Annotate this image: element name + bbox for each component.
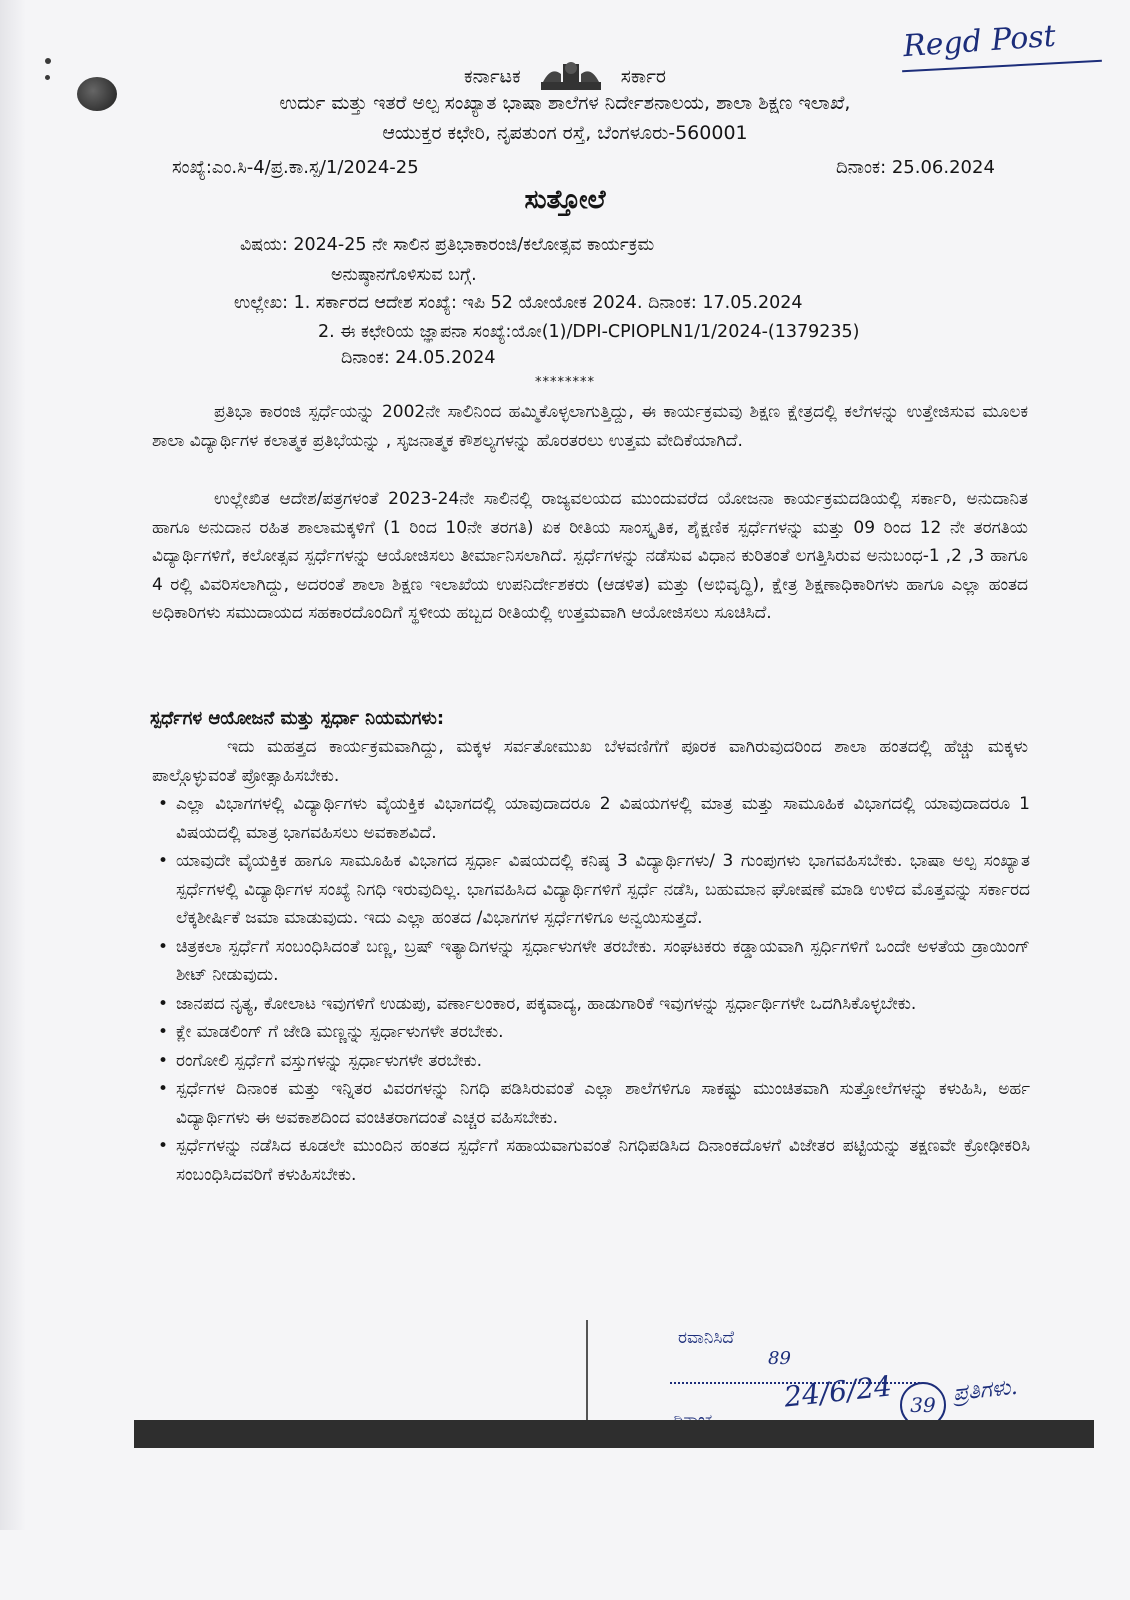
office-address: ಆಯುಕ್ತರ ಕಛೇರಿ, ನೃಪತುಂಗ ರಸ್ತೆ, ಬೆಂಗಳೂರು-560001 — [382, 122, 748, 144]
rules-heading: ಸ್ಪರ್ಧೆಗಳ ಆಯೋಜನೆ ಮತ್ತು ಸ್ಪರ್ಧಾ ನಿಯಮಗಳು: — [150, 708, 445, 729]
rule-item: • ಯಾವುದೇ ವೈಯಕ್ತಿಕ ಹಾಗೂ ಸಾಮೂಹಿಕ ವಿಭಾಗದ ಸ್ಪರ್ಧಾ ವಿಷಯದಲ್ಲಿ ಕನಿಷ್ಠ 3 ವಿದ್ಯಾರ್ಥಿಗಳು/ 3 ಗುಂಪುಗಳು ಭಾಗವಹಿಸಬೇಕು. ಭಾಷಾ ಅಲ್ಪ ಸಂಖ್ಯಾತ ಸ್ಪರ್ಧೆಗಳಲ್ಲಿ ವಿದ್ಯಾರ್ಥಿಗಳ ಸಂಖ್ಯೆ ನಿಗಧಿ ಇರುವುದಿಲ್ಲ. ಭಾಗವಹಿಸಿದ ವಿದ್ಯಾರ್ಥಿಗಳಿಗೆ ಸ್ಪರ್ಧೆ ನಡೆಸಿ, ಬಹುಮಾನ ಘೋಷಣೆ ಮಾಡಿ ಉಳಿದ ಮೊತ್ತವನ್ನು ಸರ್ಕಾರದ ಲೆಕ್ಕಶೀರ್ಷಿಕೆ ಜಮಾ ಮಾಡುವುದು. ಇದು ಎಲ್ಲಾ ಹಂತದ /ವಿಭಾಗಗಳ ಸ್ಪರ್ಧೆಗಳಿಗೂ ಅನ್ವಯಿಸುತ್ತದೆ. — [158, 847, 1030, 933]
separator: ******** — [535, 375, 595, 390]
rule-item: • ಸ್ಪರ್ಧೆಗಳ ದಿನಾಂಕ ಮತ್ತು ಇನ್ನಿತರ ವಿವರಗಳನ್ನು ನಿಗಧಿ ಪಡಿಸಿರುವಂತೆ ಎಲ್ಲಾ ಶಾಲೆಗಳಿಗೂ ಸಾಕಷ್ಟು ಮುಂಚಿತವಾಗಿ ಸುತ್ತೋಲೆಗಳನ್ನು ಕಳುಹಿಸಿ, ಅರ್ಹ ವಿದ್ಯಾರ್ಥಿಗಳು ಈ ಅವಕಾಶದಿಂದ ವಂಚಿತರಾಗದಂತೆ ಎಚ್ಚರ ವಹಿಸಬೇಕು. — [158, 1075, 1030, 1132]
directorate-name: ಉರ್ದು ಮತ್ತು ಇತರೆ ಅಲ್ಪ ಸಂಖ್ಯಾತ ಭಾಷಾ ಶಾಲೆಗಳ ನಿರ್ದೇಶನಾಲಯ, ಶಾಲಾ ಶಿಕ್ಷಣ ಇಲಾಖೆ, — [279, 92, 851, 114]
paragraph-importance: ಇದು ಮಹತ್ತದ ಕಾರ್ಯಕ್ರಮವಾಗಿದ್ದು, ಮಕ್ಕಳ ಸರ್ವತೋಮುಖ ಬೆಳವಣಿಗೆಗೆ ಪೂರಕ ವಾಗಿರುವುದರಿಂದ ಶಾಲಾ ಹಂತದಲ್ಲಿ ಹೆಚ್ಚು ಮಕ್ಕಳು ಪಾಲ್ಗೊಳ್ಳುವಂತೆ ಪ್ರೋತ್ಸಾಹಿಸಬೇಕು. — [152, 737, 1028, 786]
scan-edge — [0, 0, 26, 1530]
gov-right-text: ಸರ್ಕಾರ — [620, 65, 666, 88]
subject-line-2: ಅನುಷ್ಠಾನಗೊಳಿಸುವ ಬಗ್ಗೆ. — [331, 265, 477, 285]
rule-item: • ರಂಗೋಲಿ ಸ್ಪರ್ಧೆಗೆ ವಸ್ತುಗಳನ್ನು ಸ್ಪರ್ಧಾಳುಗಳೇ ತರಬೇಕು. — [158, 1047, 1030, 1076]
reference-line-2: 2. ಈ ಕಛೇರಿಯ ಜ್ಞಾಪನಾ ಸಂಖ್ಯೆ:ಯೋ(1)/DPI-CPIOPLN1/1/2024-(1379235) — [318, 322, 860, 342]
stamp-dotted-line — [670, 1382, 920, 1384]
rule-item: • ಎಲ್ಲಾ ವಿಭಾಗಗಳಲ್ಲಿ ವಿದ್ಯಾರ್ಥಿಗಳು ವೈಯಕ್ತಿಕ ವಿಭಾಗದಲ್ಲಿ ಯಾವುದಾದರೂ 2 ವಿಷಯಗಳಲ್ಲಿ ಮಾತ್ರ ಮತ್ತು ಸಾಮೂಹಿಕ ವಿಭಾಗದಲ್ಲಿ ಯಾವುದಾದರೂ 1 ವಿಷಯದಲ್ಲಿ ಮಾತ್ರ ಭಾಗವಹಿಸಲು ಅವಕಾಶವಿದೆ. — [158, 790, 1030, 847]
reference-line-1: ಉಲ್ಲೇಖ: 1. ಸರ್ಕಾರದ ಆದೇಶ ಸಂಖ್ಯೆ: ಇಪಿ 52 ಯೋಯೋಕ 2024. ದಿನಾಂಕ: 17.05.2024 — [234, 293, 803, 313]
handwritten-date: 24/6/24 — [782, 1369, 894, 1414]
copies-label: ಪ್ರತಿಗಳು. — [951, 1374, 1019, 1407]
gov-left-text: ಕರ್ನಾಟಕ — [464, 65, 521, 88]
paragraph-intro: ಪ್ರತಿಭಾ ಕಾರಂಜಿ ಸ್ಪರ್ಧೆಯನ್ನು 2002ನೇ ಸಾಲಿನಿಂದ ಹಮ್ಮಿಕೊಳ್ಳಲಾಗುತ್ತಿದ್ದು, ಈ ಕಾರ್ಯಕ್ರಮವು ಶಿಕ್ಷಣ ಕ್ಷೇತ್ರದಲ್ಲಿ ಕಲೆಗಳನ್ನು ಉತ್ತೇಜಿಸುವ ಮೂಲಕ ಶಾಲಾ ವಿದ್ಯಾರ್ಥಿಗಳ ಕಲಾತ್ಮಕ ಪ್ರತಿಭೆಯನ್ನು , ಸೃಜನಾತ್ಮಕ ಕೌಶಲ್ಯಗಳನ್ನು ಹೊರತರಲು ಉತ್ತಮ ವೇದಿಕೆಯಾಗಿದೆ. — [152, 402, 1028, 451]
regd-post-annotation: Regd Post — [901, 18, 1057, 65]
paragraph-instructions: ಉಲ್ಲೇಖಿತ ಆದೇಶ/ಪತ್ರಗಳಂತೆ 2023-24ನೇ ಸಾಲಿನಲ್ಲಿ ರಾಜ್ಯವಲಯದ ಮುಂದುವರೆದ ಯೋಜನಾ ಕಾರ್ಯಕ್ರಮದಡಿಯಲ್ಲಿ ಸರ್ಕಾರಿ, ಅನುದಾನಿತ ಹಾಗೂ ಅನುದಾನ ರಹಿತ ಶಾಲಾಮಕ್ಕಳಿಗೆ (1 ರಿಂದ 10ನೇ ತರಗತಿ) ಏಕ ರೀತಿಯ ಸಾಂಸ್ಕೃತಿಕ, ಶೈಕ್ಷಣಿಕ ಸ್ಪರ್ಧೆಗಳನ್ನು ಮತ್ತು 09 ರಿಂದ 12 ನೇ ತರಗತಿಯ ವಿದ್ಯಾರ್ಥಿಗಳಿಗೆ, ಕಲೋತ್ಸವ ಸ್ಪರ್ಧೆಗಳನ್ನು ಆಯೋಜಿಸಲು ತೀರ್ಮಾನಿಸಲಾಗಿದೆ. ಸ್ಪರ್ಧೆಗಳನ್ನು ನಡೆಸುವ ವಿಧಾನ ಕುರಿತಂತೆ ಲಗತ್ತಿಸಿರುವ ಅನುಬಂಧ-1 ,2 ,3 ಹಾಗೂ 4 ರಲ್ಲಿ ವಿವರಿಸಲಾಗಿದ್ದು, ಅದರಂತೆ ಶಾಲಾ ಶಿಕ್ಷಣ ಇಲಾಖೆಯ ಉಪನಿರ್ದೇಶಕರು (ಆಡಳಿತ) ಮತ್ತು (ಅಭಿವೃದ್ಧಿ), ಕ್ಷೇತ್ರ ಶಿಕ್ಷಣಾಧಿಕಾರಿಗಳು ಹಾಗೂ ಎಲ್ಲಾ ಹಂತದ ಅಧಿಕಾರಿಗಳು ಸಮುದಾಯದ ಸಹಕಾರದೊಂದಿಗೆ ಸ್ಥಳೀಯ ಹಬ್ಬದ ರೀತಿಯಲ್ಲಿ ಉತ್ತಮವಾಗಿ ಆಯೋಜಿಸಲು ಸೂಚಿಸಿದೆ. — [152, 489, 1028, 623]
rule-item: • ಕ್ಲೇ ಮಾಡಲಿಂಗ್ ಗೆ ಜೇಡಿ ಮಣ್ಣನ್ನು ಸ್ಪರ್ಧಾಳುಗಳೇ ತರಬೇಕು. — [158, 1018, 1030, 1047]
copies-count: 39 — [900, 1382, 946, 1428]
document-date: ದಿನಾಂಕ: 25.06.2024 — [836, 157, 995, 178]
rule-item: • ಸ್ಪರ್ಧೆಗಳನ್ನು ನಡೆಸಿದ ಕೂಡಲೇ ಮುಂದಿನ ಹಂತದ ಸ್ಪರ್ಧೆಗೆ ಸಹಾಯವಾಗುವಂತೆ ನಿಗಧಿಪಡಿಸಿದ ದಿನಾಂಕದೊಳಗೆ ವಿಜೇತರ ಪಟ್ಟಿಯನ್ನು ತಕ್ಷಣವೇ ಕ್ರೋಢೀಕರಿಸಿ ಸಂಬಂಧಿಸಿದವರಿಗೆ ಕಳುಹಿಸಬೇಕು. — [158, 1132, 1030, 1189]
rule-item: • ಜಾನಪದ ನೃತ್ಯ, ಕೋಲಾಟ ಇವುಗಳಿಗೆ ಉಡುಪು, ವರ್ಣಾಲಂಕಾರ, ಪಕ್ಕವಾದ್ಯ, ಹಾಡುಗಾರಿಕೆ ಇವುಗಳನ್ನು ಸ್ಪರ್ಧಾರ್ಥಿಗಳೇ ಒದಗಿಸಿಕೊಳ್ಳಬೇಕು. — [158, 990, 1030, 1019]
subject-line-1: ವಿಷಯ: 2024-25 ನೇ ಸಾಲಿನ ಪ್ರತಿಭಾಕಾರಂಜಿ/ಕಲೋತ್ಸವ ಕಾರ್ಯಕ್ರಮ — [240, 235, 655, 255]
rule-item: • ಚಿತ್ರಕಲಾ ಸ್ಪರ್ಧೆಗೆ ಸಂಬಂಧಿಸಿದಂತೆ ಬಣ್ಣ, ಬ್ರಷ್ ಇತ್ಯಾದಿಗಳನ್ನು ಸ್ಪರ್ಧಾಳುಗಳೇ ತರಬೇಕು. ಸಂಘಟಕರು ಕಡ್ಡಾಯವಾಗಿ ಸ್ಪರ್ಧಿಗಳಿಗೆ ಒಂದೇ ಅಳತೆಯ ಡ್ರಾಯಿಂಗ್ ಶೀಟ್ ನೀಡುವುದು. — [158, 933, 1030, 990]
reference-number: ಸಂಖ್ಯೆ:ಎಂ.ಸಿ-4/ಪ್ರ.ಕಾ.ಸ್ಪ/1/2024-25 — [172, 157, 419, 178]
circular-title: ಸುತ್ತೋಲೆ — [524, 185, 606, 215]
dispatched-label: ರವಾನಿಸಿದೆ — [678, 1328, 735, 1348]
reference-line-3: ದಿನಾಂಕ: 24.05.2024 — [341, 348, 496, 368]
government-line — [0, 60, 1130, 94]
scan-bottom-bar — [134, 1420, 1094, 1448]
state-emblem-icon — [539, 60, 603, 94]
handwritten-number: 89 — [768, 1348, 791, 1369]
rules-list — [158, 790, 1030, 1189]
